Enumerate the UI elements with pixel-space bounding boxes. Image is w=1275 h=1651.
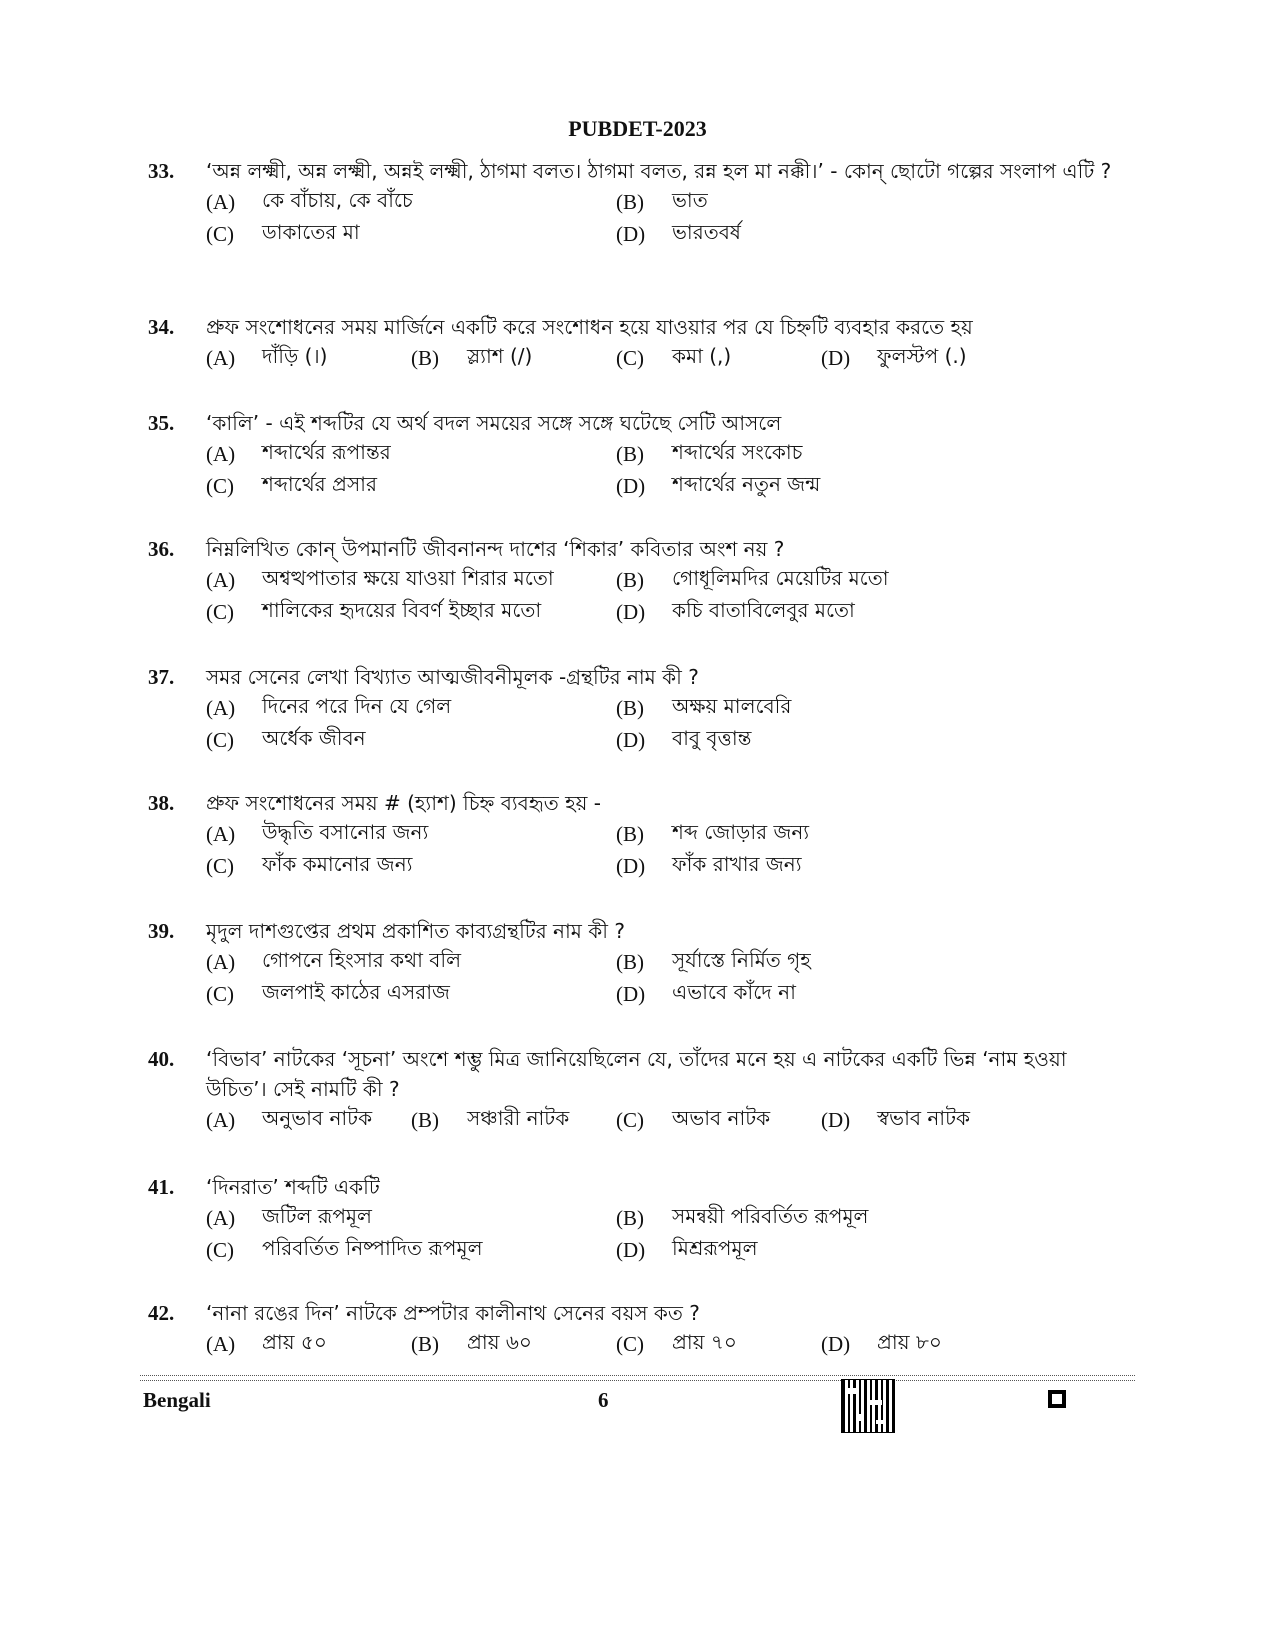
option-b: (B) ভাত xyxy=(616,187,708,214)
question-number: 34. xyxy=(148,315,175,339)
option-d: (D) ফাঁক রাখার জন্য xyxy=(616,851,802,878)
question-number: 38. xyxy=(148,791,175,815)
option-a: (A) অশ্বত্থপাতার ক্ষয়ে যাওয়া শিরার মতো xyxy=(206,565,554,592)
corner-marker-icon xyxy=(1048,1390,1066,1408)
option-b: (B) গোধূলিমদির মেয়েটির মতো xyxy=(616,565,889,592)
question-33 xyxy=(148,156,1128,250)
question-35 xyxy=(148,408,1128,502)
option-b: (B) শব্দ জোড়ার জন্য xyxy=(616,819,810,846)
question-number: 36. xyxy=(148,537,175,561)
option-a: (A) শব্দার্থের রূপান্তর xyxy=(206,439,391,466)
option-c: (C) অভাব নাটক xyxy=(616,1105,771,1132)
option-c: (C) শব্দার্থের প্রসার xyxy=(206,471,377,498)
question-42 xyxy=(148,1298,1128,1360)
question-40 xyxy=(148,1044,1128,1136)
option-c: (C) শালিকের হৃদয়ের বিবর্ণ ইচ্ছার মতো xyxy=(206,597,542,624)
footer-subject: Bengali xyxy=(143,1388,211,1412)
option-d: (D) ভারতবর্ষ xyxy=(616,219,741,246)
question-text: ‘নানা রঙের দিন’ নাটকে প্রম্পটার কালীনাথ সেনের বয়স কত ? xyxy=(206,1301,700,1325)
option-c: (C) কমা (,) xyxy=(616,343,732,370)
option-b: (B) অক্ষয় মালবেরি xyxy=(616,693,792,720)
option-d: (D) বাবু বৃত্তান্ত xyxy=(616,725,752,752)
question-text: ‘দিনরাত’ শব্দটি একটি xyxy=(206,1175,380,1199)
option-c: (C) অর্ধেক জীবন xyxy=(206,725,366,752)
question-39 xyxy=(148,916,1128,1010)
option-c: (C) ফাঁক কমানোর জন্য xyxy=(206,851,413,878)
option-a: (A) উদ্ধৃতি বসানোর জন্য xyxy=(206,819,429,846)
option-d: (D) কচি বাতাবিলেবুর মতো xyxy=(616,597,855,624)
question-41 xyxy=(148,1172,1128,1266)
question-36 xyxy=(148,534,1128,628)
option-c: (C) ডাকাতের মা xyxy=(206,219,360,246)
option-b: (B) সূর্যাস্তে নির্মিত গৃহ xyxy=(616,947,811,974)
option-a: (A) প্রায় ৫০ xyxy=(206,1329,327,1356)
question-text: সমর সেনের লেখা বিখ্যাত আত্মজীবনীমূলক -গ্রন্থটির নাম কী ? xyxy=(206,665,699,689)
footer-divider xyxy=(140,1375,1135,1381)
option-b: (B) সঞ্চারী নাটক xyxy=(411,1105,570,1132)
option-b: (B) প্রায় ৬০ xyxy=(411,1329,532,1356)
option-d: (D) ফুলস্টপ (.) xyxy=(821,343,967,370)
question-text: প্রুফ সংশোধনের সময় মার্জিনে একটি করে সংশোধন হয়ে যাওয়ার পর যে চিহ্নটি ব্যবহার করতে হয় xyxy=(206,315,973,339)
option-c: (C) জলপাই কাঠের এসরাজ xyxy=(206,979,450,1006)
option-d: (D) প্রায় ৮০ xyxy=(821,1329,942,1356)
option-a: (A) দিনের পরে দিন যে গেল xyxy=(206,693,452,720)
option-a: (A) গোপনে হিংসার কথা বলি xyxy=(206,947,461,974)
option-a: (A) অনুভাব নাটক xyxy=(206,1105,373,1132)
question-number: 39. xyxy=(148,919,175,943)
option-c: (C) পরিবর্তিত নিষ্পাদিত রূপমূল xyxy=(206,1235,483,1262)
option-a: (A) দাঁড়ি (।) xyxy=(206,343,328,370)
page-title: PUBDET-2023 xyxy=(568,116,707,141)
question-number: 41. xyxy=(148,1175,175,1199)
question-number: 37. xyxy=(148,665,175,689)
question-number: 42. xyxy=(148,1301,175,1325)
page-number: 6 xyxy=(598,1388,609,1412)
option-b: (B) সমন্বয়ী পরিবর্তিত রূপমূল xyxy=(616,1203,869,1230)
option-d: (D) শব্দার্থের নতুন জন্ম xyxy=(616,471,821,498)
option-d: (D) স্বভাব নাটক xyxy=(821,1105,970,1132)
question-text: ‘অন্ন লক্ষ্মী, অন্ন লক্ষ্মী, অন্নই লক্ষ্মী, ঠাগমা বলত। ঠাগমা বলত, রন্ন হল মা নক্কী।’ - কোন্ ছোটো গল্পের সংলাপ এটি ? xyxy=(206,159,1112,183)
option-b: (B) স্ল্যাশ (/) xyxy=(411,343,533,370)
option-a: (A) জটিল রূপমূল xyxy=(206,1203,372,1230)
question-38 xyxy=(148,788,1128,882)
question-number: 33. xyxy=(148,159,175,183)
question-number: 40. xyxy=(148,1047,175,1071)
option-d: (D) মিশ্ররূপমূল xyxy=(616,1235,758,1262)
question-text: নিম্নলিখিত কোন্ উপমানটি জীবনানন্দ দাশের ‘শিকার’ কবিতার অংশ নয় ? xyxy=(206,537,785,561)
question-text: ‘বিভাব’ নাটকের ‘সূচনা’ অংশে শম্ভু মিত্র জানিয়েছিলেন যে, তাঁদের মনে হয় এ নাটকের একটি ভিন্ন ‘নাম হওয়া উচিত’। সেই নামটি কী ? xyxy=(206,1047,1067,1101)
question-34 xyxy=(148,312,1128,374)
option-d: (D) এভাবে কাঁদে না xyxy=(616,979,796,1006)
option-c: (C) প্রায় ৭০ xyxy=(616,1329,737,1356)
question-text: ‘কালি’ - এই শব্দটির যে অর্থ বদল সময়ের সঙ্গে সঙ্গে ঘটেছে সেটি আসলে xyxy=(206,411,782,435)
question-text: প্রুফ সংশোধনের সময় # (হ্যাশ) চিহ্ন ব্যবহৃত হয় - xyxy=(206,791,601,815)
qr-code-icon xyxy=(842,1380,894,1432)
question-37 xyxy=(148,662,1128,756)
option-b: (B) শব্দার্থের সংকোচ xyxy=(616,439,803,466)
question-text: মৃদুল দাশগুপ্তের প্রথম প্রকাশিত কাব্যগ্রন্থটির নাম কী ? xyxy=(206,919,625,943)
option-a: (A) কে বাঁচায়, কে বাঁচে xyxy=(206,187,413,214)
question-number: 35. xyxy=(148,411,175,435)
